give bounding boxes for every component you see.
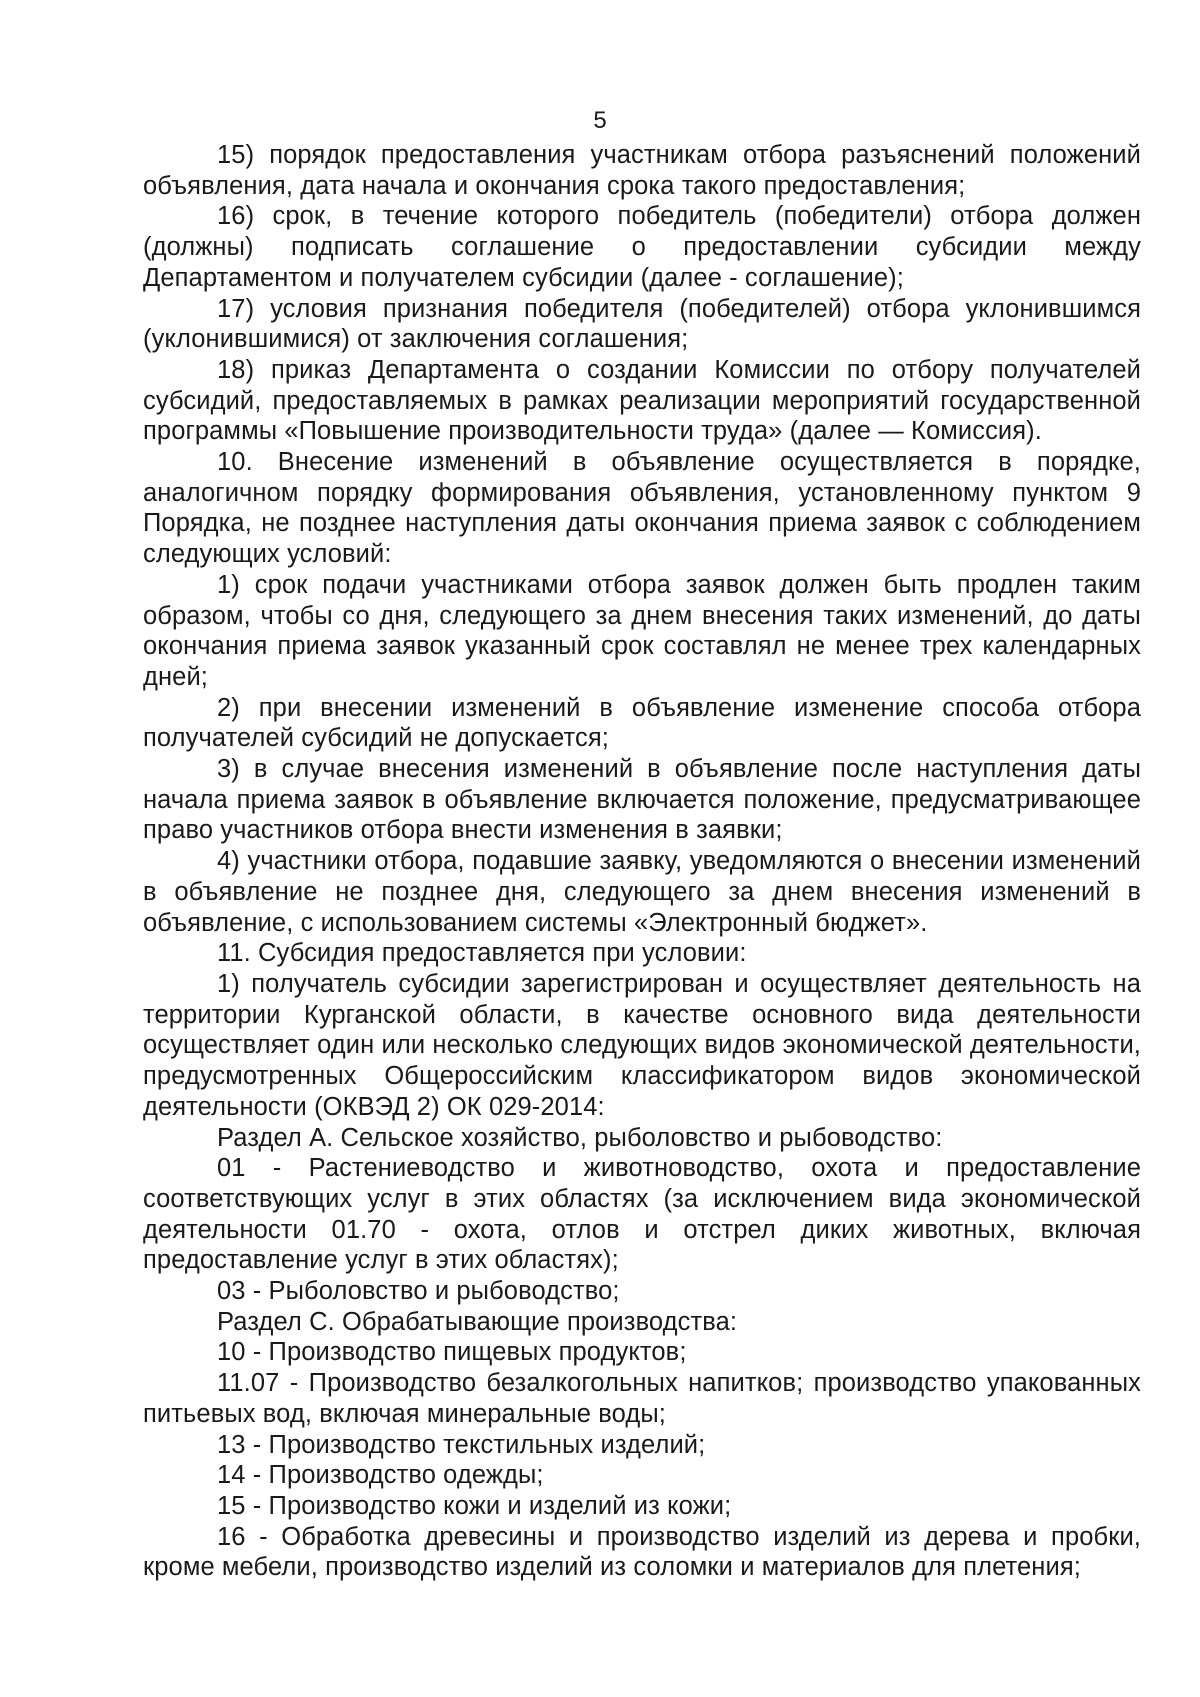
paragraph-clause-11: 11. Субсидия предоставляется при условии: — [217, 939, 747, 968]
section-c-heading: Раздел С. Обрабатывающие производства: — [217, 1307, 738, 1336]
okved-11-07: 11.07 - Производство безалкогольных напитков; производство упакованных питьевых вод, включая минеральные воды; — [143, 1369, 1141, 1428]
okved-14: 14 - Производство одежды; — [217, 1461, 544, 1490]
document-body — [143, 140, 1141, 1583]
paragraph-item-18: 18) приказ Департамента о создании Комиссии по отбору получателей субсидий, предоставляемых в рамках реализации мероприятий государственной программы «Повышение производительности труда» (далее — Комиссия). — [143, 355, 1141, 446]
paragraph-item-16: 16) срок, в течение которого победитель (победители) отбора должен (должны) подписать соглашение о предоставлении субсидии между Департаментом и получателем субсидии (далее - соглашение); — [143, 202, 1141, 292]
section-a-heading: Раздел А. Сельское хозяйство, рыболовство и рыбоводство: — [217, 1123, 943, 1152]
okved-01: 01 - Растениеводство и животноводство, охота и предоставление соответствующих услуг в этих областях (за исключением вида экономической деятельности 01.70 - охота, отлов и отстрел диких животных, включая предоставление услуг в этих областях); — [143, 1154, 1141, 1275]
paragraph-condition-3: 3) в случае внесения изменений в объявление после наступления даты начала приема заявок в объявление включается положение, предусматривающее право участников отбора внести изменения в заявки; — [143, 755, 1141, 845]
okved-16: 16 - Обработка древесины и производство изделий из дерева и пробки, кроме мебели, производство изделий из соломки и материалов для плетения; — [143, 1522, 1141, 1582]
okved-15: 15 - Производство кожи и изделий из кожи; — [217, 1491, 732, 1520]
paragraph-condition-1: 1) срок подачи участниками отбора заявок должен быть продлен таким образом, чтобы со дня, следующего за днем внесения таких изменений, до даты окончания приема заявок указанный срок составлял не менее трех календарных дней; — [143, 570, 1141, 691]
paragraph-condition-2: 2) при внесении изменений в объявление изменение способа отбора получателей субсидий не допускается; — [143, 693, 1141, 753]
paragraph-item-15: 15) порядок предоставления участникам отбора разъяснений положений объявления, дата начала и окончания срока такого предоставления; — [143, 141, 1141, 200]
okved-13: 13 - Производство текстильных изделий; — [217, 1430, 706, 1459]
okved-10: 10 - Производство пищевых продуктов; — [217, 1338, 687, 1367]
paragraph-condition-4: 4) участники отбора, подавшие заявку, уведомляются о внесении изменений в объявление не позднее дня, следующего за днем внесения изменений в объявление, с использованием системы «Электронный бюджет». — [143, 847, 1141, 937]
okved-03: 03 - Рыболовство и рыбоводство; — [217, 1277, 620, 1306]
paragraph-requirement-1: 1) получатель субсидии зарегистрирован и осуществляет деятельность на территории Курганской области, в качестве основного вида деятельности осуществляет один или несколько следующих видов экономической деятельности, предусмотренных Общероссийским классификатором видов экономической деятельности (ОКВЭД 2) ОК 029-2014: — [143, 969, 1141, 1121]
paragraph-item-17: 17) условия признания победителя (победителей) отбора уклонившимся (уклонившимися) от заключения соглашения; — [143, 294, 1141, 354]
paragraph-clause-10: 10. Внесение изменений в объявление осуществляется в порядке, аналогичном порядку формирования объявления, установленному пунктом 9 Порядка, не позднее наступления даты окончания приема заявок с соблюдением следующих условий: — [143, 448, 1141, 569]
page-number: 5 — [593, 107, 607, 134]
